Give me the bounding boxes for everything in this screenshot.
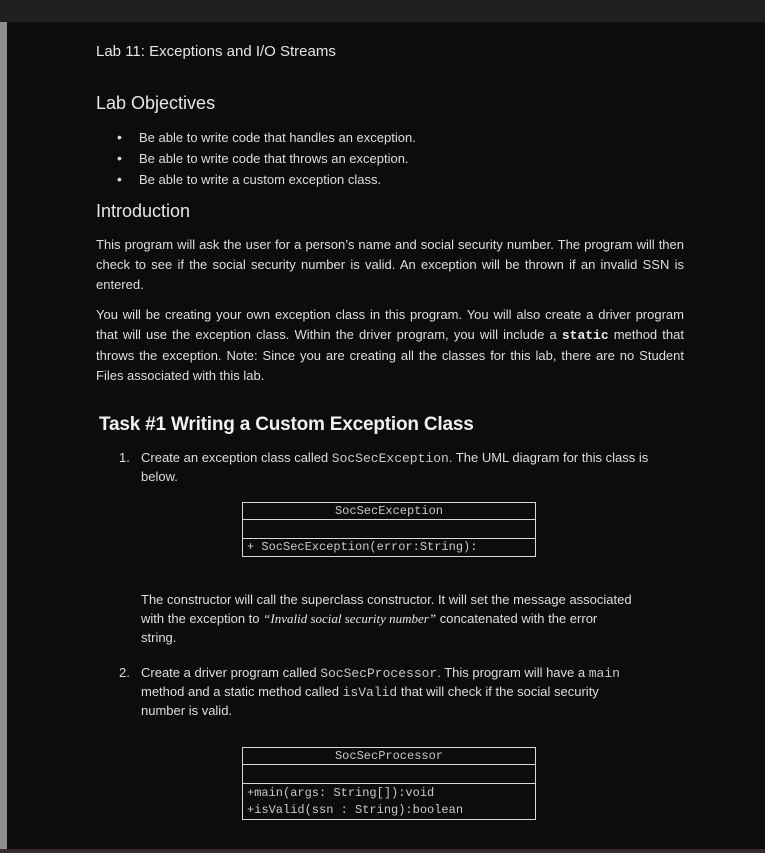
bullet-icon: • (117, 129, 122, 145)
message-text: “Invalid social security number” (263, 611, 437, 626)
uml-methods (243, 784, 535, 819)
step-1-line-2: below. (141, 469, 178, 484)
introduction-heading: Introduction (96, 201, 191, 221)
class-name-code: SocSecProcessor (320, 666, 438, 681)
bullet-icon: • (117, 171, 122, 187)
step-2-line-1: Create a driver program called SocSecProcessor. This program will have a main (141, 665, 620, 681)
objectives-heading: Lab Objectives (96, 93, 216, 113)
list-item: • Be able to write code that throws an exception. (117, 148, 677, 169)
step-2-line-3: number is valid. (141, 703, 233, 718)
task1-heading: Task #1 Writing a Custom Exception Class (99, 414, 474, 435)
step-2-line-2: method and a static method called isValid that will check if the social security (141, 684, 599, 700)
step-2-number: 2. (119, 665, 130, 680)
uml-class-name: SocSecException (243, 503, 535, 520)
introduction-paragraph-2: You will be creating your own exception class in this program. You will also create a driver program that will use the exception class. Within the driver program, you will include a static method that throws the exception. Note: Since you are creating all the classes for this lab, there are no Student Files associated with this lab. (96, 307, 684, 383)
viewer-bottom-edge (0, 849, 765, 853)
static-keyword: static (561, 328, 609, 343)
uml-method: +main(args: String[]):void (247, 786, 435, 800)
uml-class-name: SocSecProcessor (243, 748, 535, 765)
step-1-line-1: Create an exception class called SocSecException. The UML diagram for this class is (141, 450, 649, 466)
uml-socsecprocessor (242, 747, 536, 820)
uml-attributes (243, 520, 535, 539)
bullet-icon: • (117, 150, 122, 166)
document-page (7, 22, 765, 849)
list-item: • Be able to write a custom exception class. (117, 169, 677, 190)
uml-attributes (243, 765, 535, 784)
list-item: • Be able to write code that handles an exception. (117, 127, 677, 148)
method-name-code: main (588, 666, 620, 681)
class-name-code: SocSecException (331, 451, 449, 466)
step-1-number: 1. (119, 450, 130, 465)
document-title: Lab 11: Exceptions and I/O Streams (96, 43, 336, 60)
objectives-list (117, 127, 677, 190)
introduction-paragraph-1: This program will ask the user for a person’s name and social security number. The program will then check to see if the social security number is valid. An exception will be thrown if an invalid SSN is entered. (96, 237, 684, 292)
method-name-code: isValid (342, 685, 398, 700)
constructor-note-line-1: The constructor will call the superclass constructor. It will set the message associated (141, 592, 632, 607)
constructor-note-line-2: with the exception to “Invalid social security number” concatenated with the error (141, 611, 598, 626)
uml-socsecexception (242, 502, 536, 557)
uml-method: + SocSecException(error:String): (247, 540, 478, 554)
constructor-note-line-3: string. (141, 630, 177, 645)
uml-method: +isValid(ssn : String):boolean (247, 803, 464, 817)
viewer-left-edge (0, 22, 7, 853)
viewer-top-bar (0, 0, 765, 22)
